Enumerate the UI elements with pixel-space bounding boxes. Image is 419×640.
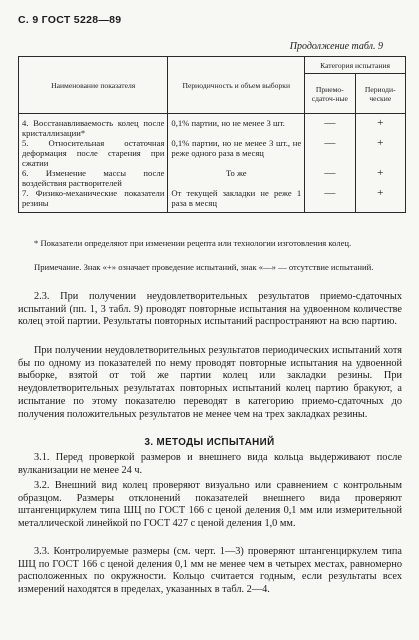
row-name: 7. Физико-механические показатели резины [19,188,168,213]
row-name: 4. Восстанавливаемость колец после кристаллизации* [19,114,168,139]
header-periodic: Периоди-ческие [355,74,406,114]
header-periodicity: Периодичность и объем выборки [168,57,305,114]
header-category: Категория испытания [305,57,406,74]
table-row [19,138,406,168]
table-row [19,188,406,213]
table-9 [18,56,406,213]
page-header: С. 9 ГОСТ 5228—89 [18,14,122,26]
row-periodic-mark: + [355,168,406,188]
row-periodic-mark: + [355,188,406,213]
table-row [19,114,406,139]
paragraph-2-3-continued: При получении неудовлетворительных результатов периодических испытаний хотя бы по одному из показателей по нему проводят повторные испытания на удвоенной выборке, взятой от той же партии колец или закладки резины. При неудовлетворительных результатах повторных испытаний колец партию бракуют, а испытание по этому показателю переводят в категорию приемо-сдаточных до получения положительных результатов не менее чем на трех закладках резины. [18,345,402,420]
row-acceptance-mark: — [305,168,355,188]
paragraph-3-2: 3.2. Внешний вид колец проверяют визуально или сравнением с контрольным образцом. Размеры отклонений показателей внешнего вида проверяют штангенциркулем типа ШЦ по ГОСТ 166 с ценой деления 0,1 мм или измерительной металлической линейкой по ГОСТ 427 с ценой деления 1,0 мм. [18,480,402,530]
footnote-star: * Показатели определяют при изменении рецепта или технологии изготовления колец. [34,238,352,248]
paragraph-3-1: 3.1. Перед проверкой размеров и внешнего вида кольца выдерживают после вулканизации не менее 24 ч. [18,452,402,476]
paragraph-3-3: 3.3. Контролируемые размеры (см. черт. 1—3) проверяют штангенциркулем типа ШЦ по ГОСТ 166 с ценой деления 0,1 мм не менее чем в четырех местах, равномерно расположенных по окружности. Кольцо считается годным, если результаты всех измерений находятся в пределах, указанных в табл. 2—4. [18,546,402,596]
table-row [19,168,406,188]
row-acceptance-mark: — [305,138,355,168]
row-name: 6. Изменение массы после воздействия растворителей [19,168,168,188]
footnote-note: Примечание. Знак «+» означает проведение испытаний, знак «—» — отсутствие испытаний. [34,262,374,272]
row-period: 0,1% партии, но не менее 3 шт., не реже одного раза в месяц [168,138,305,168]
paragraph-2-3: 2.3. При получении неудовлетворительных результатов приемо-сдаточных испытаний (пп. 1, 3 табл. 9) проводят повторные испытания на удвоенном количестве колец этой партии. Результаты повторных испытаний распространяют на всю партию. [18,291,402,328]
row-acceptance-mark: — [305,188,355,213]
row-period: От текущей закладки не реже 1 раза в месяц [168,188,305,213]
header-acceptance: Приемо-сдаточ-ные [305,74,355,114]
section-heading: 3. МЕТОДЫ ИСПЫТАНИЙ [144,437,275,448]
row-acceptance-mark: — [305,114,355,139]
row-period: То же [168,168,305,188]
row-period: 0,1% партии, но не менее 3 шт. [168,114,305,139]
header-indicator: Наименование показателя [19,57,168,114]
row-periodic-mark: + [355,138,406,168]
row-periodic-mark: + [355,114,406,139]
row-name: 5. Относительная остаточная деформация после старения при сжатии [19,138,168,168]
table-continuation-label: Продолжение табл. 9 [289,41,383,52]
